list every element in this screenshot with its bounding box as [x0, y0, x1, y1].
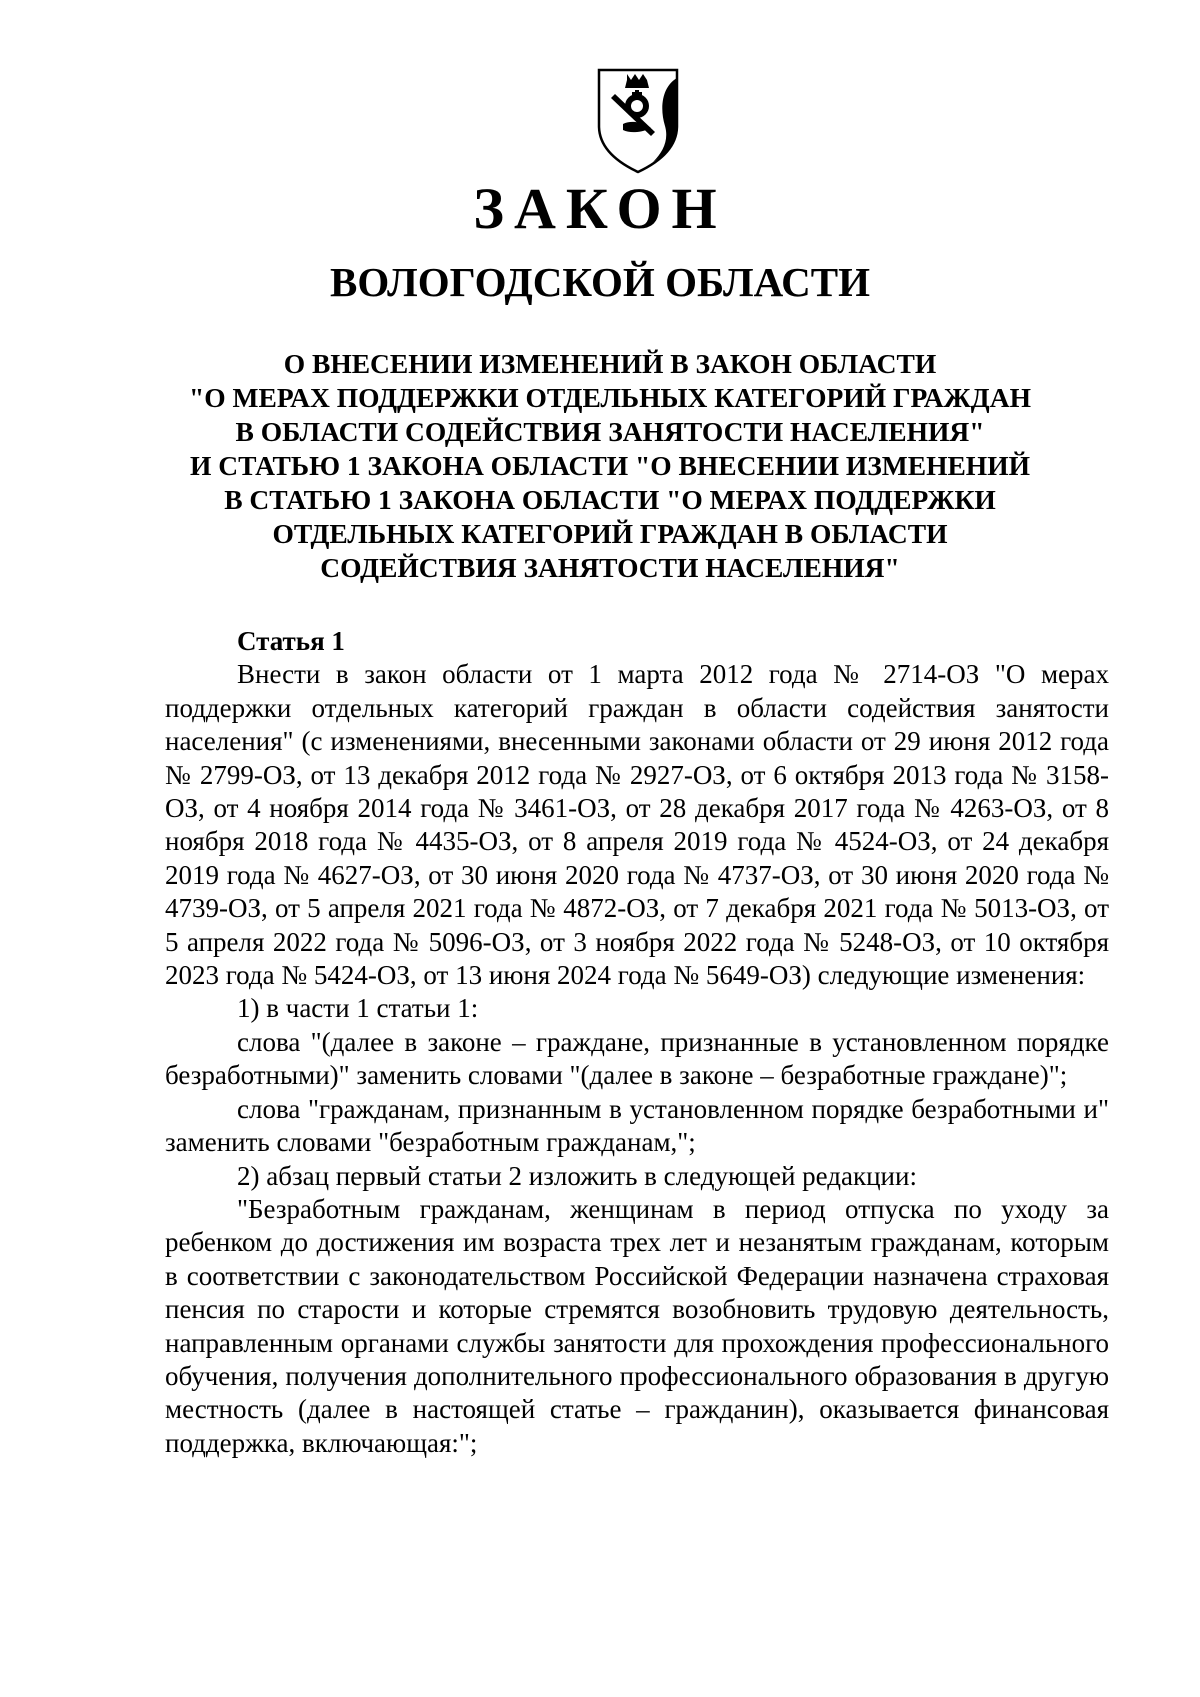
article-paragraph: 1) в части 1 статьи 1: [237, 993, 479, 1024]
law-heading-line: СОДЕЙСТВИЯ ЗАНЯТОСТИ НАСЕЛЕНИЯ" [320, 552, 900, 583]
coat-of-arms-icon [593, 66, 683, 174]
document-subtitle: ВОЛОГОДСКОЙ ОБЛАСТИ [329, 259, 871, 305]
law-heading-line: "О МЕРАХ ПОДДЕРЖКИ ОТДЕЛЬНЫХ КАТЕГОРИЙ ГРАЖДАН [189, 382, 1031, 413]
law-heading-line: В ОБЛАСТИ СОДЕЙСТВИЯ ЗАНЯТОСТИ НАСЕЛЕНИЯ" [235, 416, 985, 447]
article-paragraph: 2) абзац первый статьи 2 изложить в следующей редакции: [237, 1160, 917, 1191]
article-paragraph: слова "гражданам, признанным в установленном порядке безработными и" заменить словами "безработным гражданам,"; [165, 1093, 1109, 1158]
article-paragraph: Внести в закон области от 1 марта 2012 года № 2714-ОЗ "О мерах поддержки отдельных категорий граждан в области содействия занятости населения" (с изменениями, внесенными законами области от 29 июня 2012 года № 2799-ОЗ, от 13 декабря 2012 года № 2927-ОЗ, от 6 октября 2013 года № 3158-ОЗ, от 4 ноября 2014 года № 3461-ОЗ, от 28 декабря 2017 года № 4263-ОЗ, от 8 ноября 2018 года № 4435-ОЗ, от 8 апреля 2019 года № 4524-ОЗ, от 24 декабря 2019 года № 4627-ОЗ, от 30 июня 2020 года № 4737-ОЗ, от 30 июня 2020 года № 4739-ОЗ, от 5 апреля 2021 года № 4872-ОЗ, от 7 декабря 2021 года № 5013-ОЗ, от 5 апреля 2022 года № 5096-ОЗ, от 3 ноября 2022 года № 5248-ОЗ, от 10 октября 2023 года № 5424-ОЗ, от 13 июня 2024 года № 5649-ОЗ) следующие изменения: [165, 659, 1109, 991]
document-title: ЗАКОН [473, 176, 727, 241]
law-heading-line: О ВНЕСЕНИИ ИЗМЕНЕНИЙ В ЗАКОН ОБЛАСТИ [283, 348, 937, 379]
law-heading-line: ОТДЕЛЬНЫХ КАТЕГОРИЙ ГРАЖДАН В ОБЛАСТИ [272, 518, 948, 549]
article-body [165, 625, 1109, 1460]
law-heading-line: В СТАТЬЮ 1 ЗАКОНА ОБЛАСТИ "О МЕРАХ ПОДДЕРЖКИ [224, 484, 996, 515]
law-heading-line: И СТАТЬЮ 1 ЗАКОНА ОБЛАСТИ "О ВНЕСЕНИИ ИЗМЕНЕНИЙ [190, 450, 1030, 481]
article-paragraph: слова "(далее в законе – граждане, признанные в установленном порядке безработными)" заменить словами "(далее в законе – безработные граждане)"; [165, 1026, 1109, 1091]
law-heading [150, 347, 1050, 585]
article-paragraph: "Безработным гражданам, женщинам в период отпуска по уходу за ребенком до достижения им возраста трех лет и незанятым гражданам, которым в соответствии с законодательством Российской Федерации назначена страховая пенсия по старости и которые стремятся возобновить трудовую деятельность, направленным органами службы занятости для прохождения профессионального обучения, получения дополнительного профессионального образования в другую местность (далее в настоящей статье – гражданин), оказывается финансовая поддержка, включающая:"; [165, 1193, 1109, 1458]
article-title: Статья 1 [237, 626, 345, 656]
